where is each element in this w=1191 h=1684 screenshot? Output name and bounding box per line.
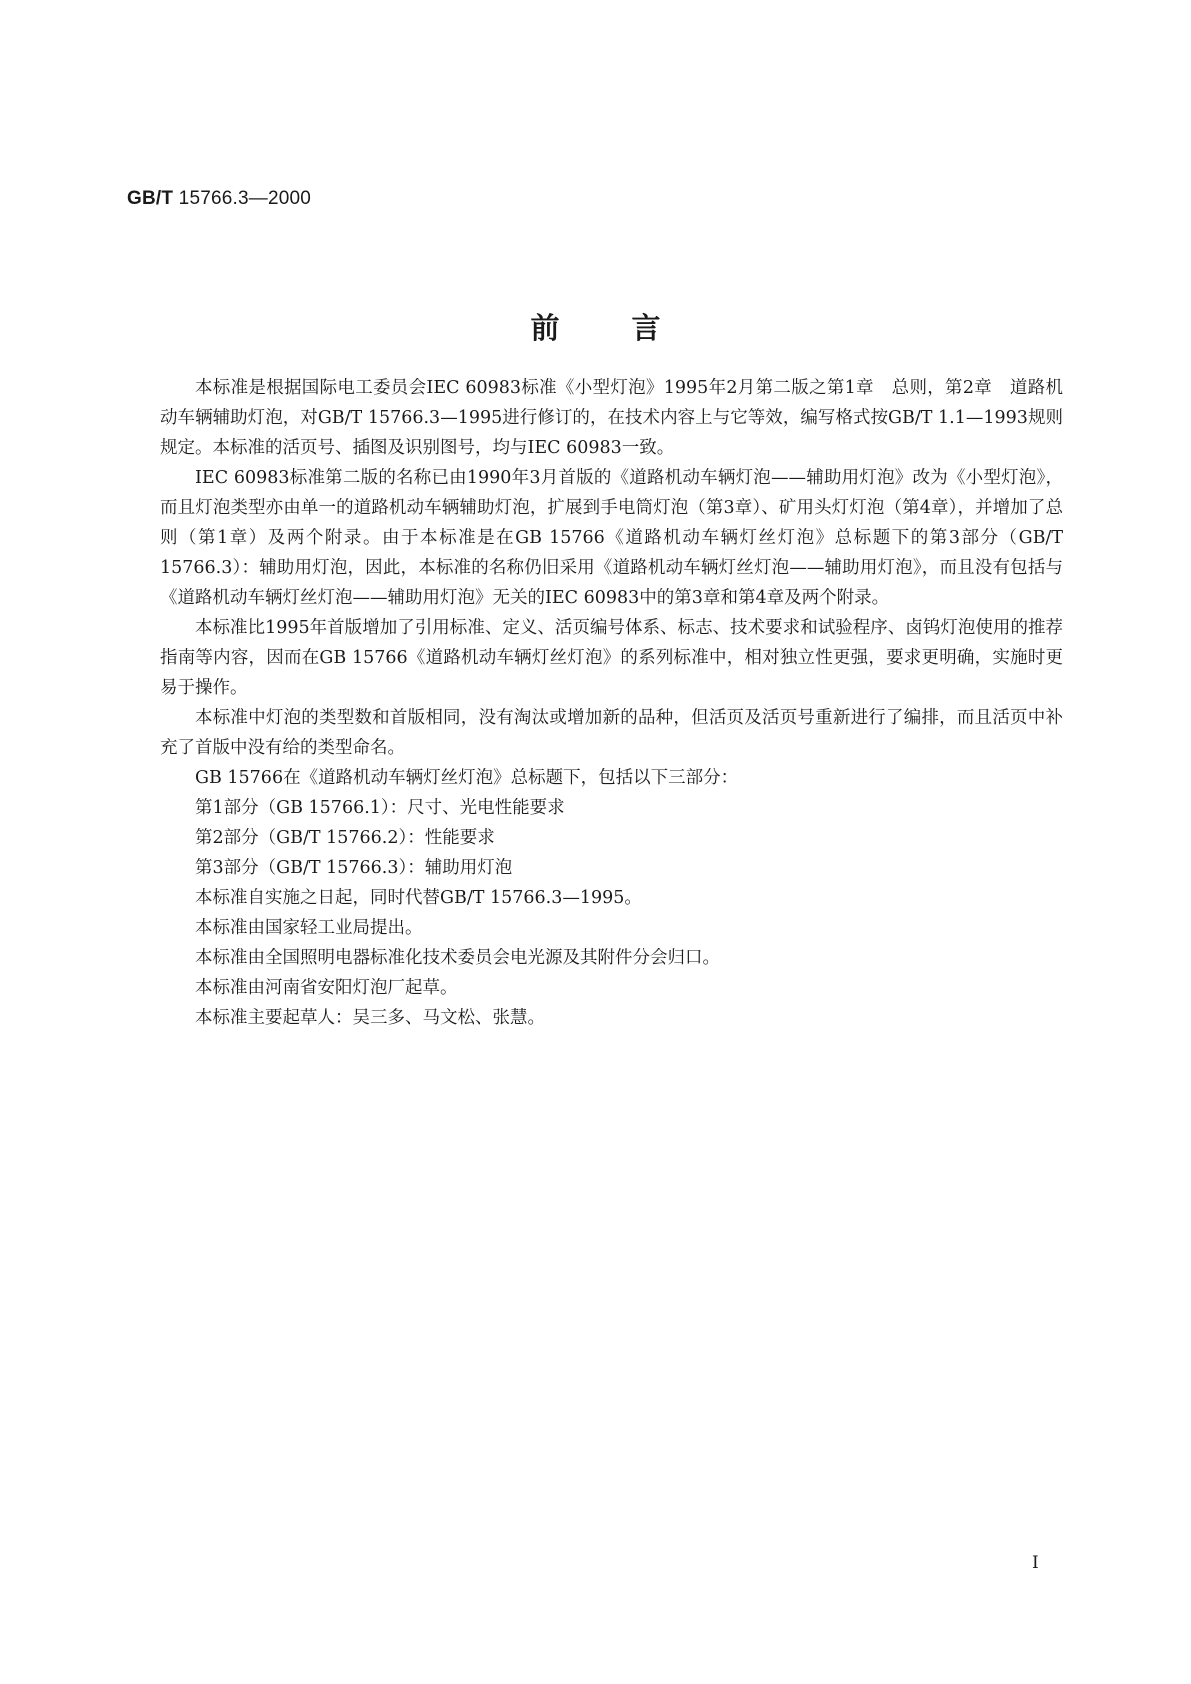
- page-title: 前言: [530, 311, 733, 345]
- list-item: 第3部分（GB/T 15766.3）：辅助用灯泡: [195, 858, 513, 878]
- paragraph: 本标准比1995年首版增加了引用标准、定义、活页编号体系、标志、技术要求和试验程序、卤钨灯泡使用的推荐指南等内容，因而在GB 15766《道路机动车辆灯丝灯泡》的系列标准中，相对独立性更强，要求更明确，实施时更易于操作。: [160, 618, 1063, 698]
- list-item: 第2部分（GB/T 15766.2）：性能要求: [195, 828, 495, 848]
- paragraph: 本标准主要起草人：吴三多、马文松、张慧。: [195, 1008, 545, 1028]
- paragraph: 本标准自实施之日起，同时代替GB/T 15766.3—1995。: [195, 888, 642, 908]
- paragraph: 本标准由全国照明电器标准化技术委员会电光源及其附件分会归口。: [195, 948, 720, 968]
- paragraph: 本标准由国家轻工业局提出。: [195, 918, 423, 938]
- standard-code-header: [127, 188, 311, 210]
- list-item: 第1部分（GB 15766.1）：尺寸、光电性能要求: [195, 798, 565, 818]
- paragraph: GB 15766在《道路机动车辆灯丝灯泡》总标题下，包括以下三部分：: [195, 768, 739, 788]
- foreword-body: [160, 373, 1063, 1033]
- standard-code-prefix: GB/T: [127, 188, 174, 209]
- paragraph: IEC 60983标准第二版的名称已由1990年3月首版的《道路机动车辆灯泡——辅助用灯泡》改为《小型灯泡》，而且灯泡类型亦由单一的道路机动车辆辅助灯泡，扩展到手电筒灯泡（第3章）、矿用头灯灯泡（第4章），并增加了总则（第1章）及两个附录。由于本标准是在GB 15766《道路机动车辆灯丝灯泡》总标题下的第3部分（GB/T 15766.3）：辅助用灯泡，因此，本标准的名称仍旧采用《道路机动车辆灯丝灯泡——辅助用灯泡》，而且没有包括与《道路机动车辆灯丝灯泡——辅助用灯泡》无关的IEC 60983中的第3章和第4章及两个附录。: [160, 468, 1063, 608]
- paragraph: 本标准由河南省安阳灯泡厂起草。: [195, 978, 458, 998]
- paragraph: 本标准中灯泡的类型数和首版相同，没有淘汰或增加新的品种，但活页及活页号重新进行了编排，而且活页中补充了首版中没有给的类型命名。: [160, 708, 1063, 758]
- paragraph: 本标准是根据国际电工委员会IEC 60983标准《小型灯泡》1995年2月第二版之第1章 总则，第2章 道路机动车辆辅助灯泡，对GB/T 15766.3—1995进行修订的，在技术内容上与它等效，编写格式按GB/T 1.1—1993规则规定。本标准的活页号、插图及识别图号，均与IEC 60983一致。: [160, 378, 1063, 458]
- page-number: I: [1032, 1553, 1039, 1573]
- standard-code-number: 15766.3—2000: [178, 188, 312, 209]
